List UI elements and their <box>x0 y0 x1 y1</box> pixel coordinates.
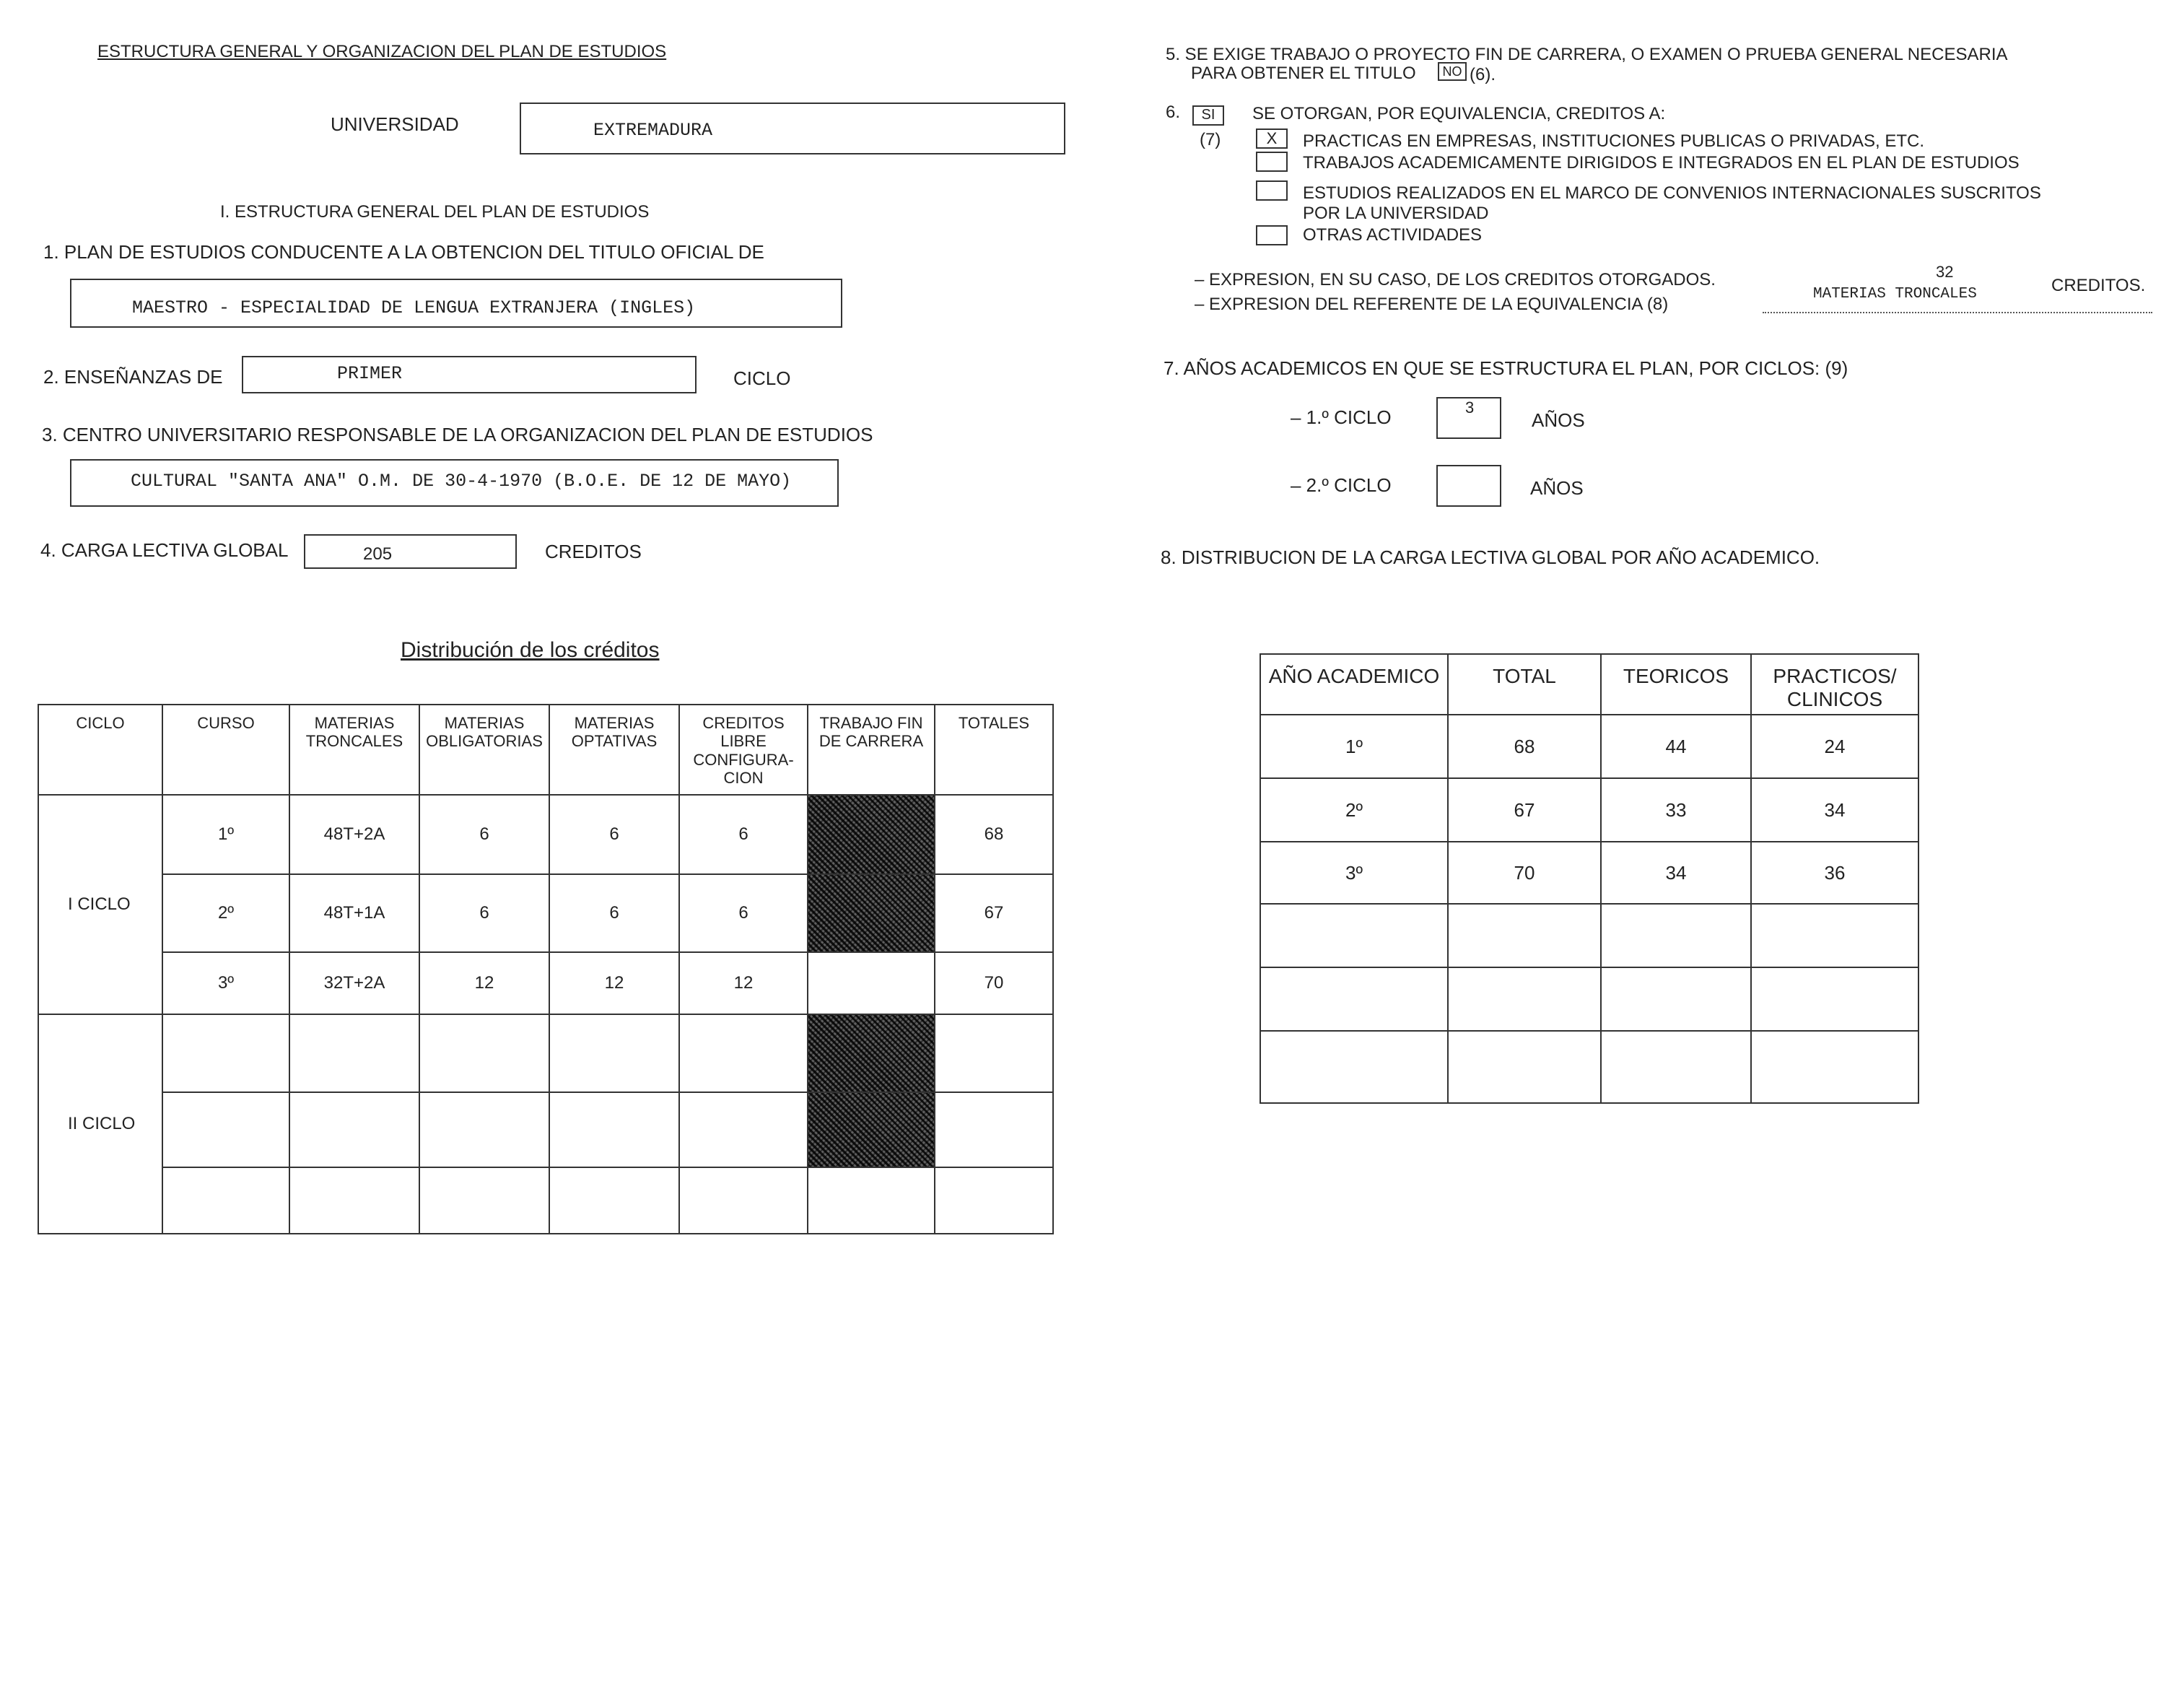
cell-teoricos <box>1601 1031 1751 1103</box>
table-row <box>1260 904 1918 967</box>
cell-total <box>1448 1031 1601 1103</box>
cell-optativas <box>549 1167 679 1234</box>
cell-trabajo-hatched <box>808 1092 935 1167</box>
q7-ciclo1-unit: AÑOS <box>1532 409 1585 431</box>
header-libre: CREDITOS LIBRE CONFIGURA-CION <box>679 705 808 795</box>
table-row <box>38 1014 1053 1092</box>
cell-practicos <box>1751 904 1918 967</box>
centro-value: CULTURAL "SANTA ANA" O.M. DE 30-4-1970 (B.O.E. DE 12 DE MAYO) <box>131 471 792 492</box>
table-row <box>1260 778 1918 842</box>
cell-obligatorias <box>419 1014 549 1092</box>
university-value: EXTREMADURA <box>593 120 713 141</box>
cell-practicos: 34 <box>1751 778 1918 842</box>
q2-label: 2. ENSEÑANZAS DE <box>43 366 223 388</box>
q8-label: 8. DISTRIBUCION DE LA CARGA LECTIVA GLOBAL POR AÑO ACADEMICO. <box>1161 546 1820 568</box>
q7-ciclo2-unit: AÑOS <box>1530 477 1584 499</box>
cell-troncales <box>289 1092 419 1167</box>
checkbox-estudios[interactable] <box>1256 180 1288 201</box>
q7-ciclo1-field[interactable] <box>1436 397 1501 439</box>
q1-label: 1. PLAN DE ESTUDIOS CONDUCENTE A LA OBTENCION DEL TITULO OFICIAL DE <box>43 241 764 263</box>
cell-curso: 2º <box>162 874 289 952</box>
cell-obligatorias: 6 <box>419 795 549 874</box>
table-row <box>38 1167 1053 1234</box>
q7-ciclo2-field[interactable] <box>1436 465 1501 507</box>
cell-total: 68 <box>1448 715 1601 778</box>
cell-teoricos: 33 <box>1601 778 1751 842</box>
cell-curso: 3º <box>162 952 289 1014</box>
q7-label: 7. AÑOS ACADEMICOS EN QUE SE ESTRUCTURA EL PLAN, POR CICLOS: (9) <box>1164 357 1848 379</box>
option-estudios: ESTUDIOS REALIZADOS EN EL MARCO DE CONVENIOS INTERNACIONALES SUSCRITOS <box>1303 183 2041 203</box>
table-row <box>1260 842 1918 904</box>
header-trabajo: TRABAJO FIN DE CARRERA <box>808 705 935 795</box>
cell-totales <box>935 1014 1053 1092</box>
checkbox-practicas[interactable]: X <box>1256 128 1288 149</box>
q7-ciclo1-value: 3 <box>1465 398 1475 417</box>
cell-totales: 70 <box>935 952 1053 1014</box>
q3-label: 3. CENTRO UNIVERSITARIO RESPONSABLE DE LA ORGANIZACION DEL PLAN DE ESTUDIOS <box>42 424 873 445</box>
option-estudios-line2: POR LA UNIVERSIDAD <box>1303 204 1489 223</box>
cell-optativas: 6 <box>549 795 679 874</box>
cell-teoricos <box>1601 967 1751 1031</box>
q6-answer-box[interactable]: SI <box>1192 105 1224 126</box>
cell-curso <box>162 1092 289 1167</box>
cell-teoricos <box>1601 904 1751 967</box>
cell-libre: 6 <box>679 795 808 874</box>
distribution-title: Distribución de los créditos <box>401 638 660 662</box>
table-header-row <box>38 705 1053 795</box>
cell-teoricos: 34 <box>1601 842 1751 904</box>
header-ano: AÑO ACADEMICO <box>1260 654 1448 715</box>
cell-practicos: 24 <box>1751 715 1918 778</box>
university-label: UNIVERSIDAD <box>331 113 459 135</box>
cell-year: 3º <box>1260 842 1448 904</box>
expr1-suffix: CREDITOS. <box>2051 276 2146 295</box>
header-optativas: MATERIAS OPTATIVAS <box>549 705 679 795</box>
cell-practicos: 36 <box>1751 842 1918 904</box>
header-curso: CURSO <box>162 705 289 795</box>
ciclo-1-label: I CICLO <box>38 795 162 1014</box>
expr2-label: – EXPRESION DEL REFERENTE DE LA EQUIVALENCIA (8) <box>1195 295 1669 314</box>
cell-troncales: 48T+2A <box>289 795 419 874</box>
option-otras: OTRAS ACTIVIDADES <box>1303 225 1483 245</box>
q4-label: 4. CARGA LECTIVA GLOBAL <box>40 539 289 561</box>
cell-totales <box>935 1092 1053 1167</box>
expr1-value-top: 32 <box>1936 263 1954 281</box>
cell-libre <box>679 1092 808 1167</box>
credits-distribution-table <box>38 704 1054 1234</box>
cell-year: 1º <box>1260 715 1448 778</box>
header-ciclo: CICLO <box>38 705 162 795</box>
page-header: ESTRUCTURA GENERAL Y ORGANIZACION DEL PLAN DE ESTUDIOS <box>97 42 667 61</box>
cell-totales: 67 <box>935 874 1053 952</box>
cell-optativas <box>549 1014 679 1092</box>
creditos-suffix: CREDITOS <box>545 541 642 562</box>
cell-libre <box>679 1014 808 1092</box>
cell-year <box>1260 967 1448 1031</box>
checkbox-trabajos[interactable] <box>1256 152 1288 172</box>
cell-libre <box>679 1167 808 1234</box>
cell-obligatorias: 12 <box>419 952 549 1014</box>
cell-trabajo-hatched <box>808 1014 935 1092</box>
header-troncales: MATERIAS TRONCALES <box>289 705 419 795</box>
header-practicos: PRACTICOS/ CLINICOS <box>1751 654 1918 715</box>
cell-year: 2º <box>1260 778 1448 842</box>
q7-ciclo2-label: – 2.º CICLO <box>1291 474 1392 496</box>
cell-optativas: 12 <box>549 952 679 1014</box>
university-field[interactable] <box>520 103 1065 154</box>
section-title: I. ESTRUCTURA GENERAL DEL PLAN DE ESTUDIOS <box>220 202 650 222</box>
header-totales: TOTALES <box>935 705 1053 795</box>
q6-note: (7) <box>1200 130 1221 149</box>
cell-practicos <box>1751 1031 1918 1103</box>
q5-line2: PARA OBTENER EL TITULO <box>1191 64 1416 83</box>
cell-totales <box>935 1167 1053 1234</box>
q6-num: 6. <box>1166 103 1181 122</box>
cell-libre: 6 <box>679 874 808 952</box>
cell-total <box>1448 967 1601 1031</box>
ensenanzas-field[interactable] <box>242 356 697 393</box>
option-practicas: PRACTICAS EN EMPRESAS, INSTITUCIONES PUBLICAS O PRIVADAS, ETC. <box>1303 131 1925 151</box>
q7-ciclo1-label: – 1.º CICLO <box>1291 406 1392 428</box>
carga-field[interactable] <box>304 534 517 569</box>
header-teoricos: TEORICOS <box>1601 654 1751 715</box>
cell-trabajo <box>808 952 935 1014</box>
table-row <box>38 1092 1053 1167</box>
header-total: TOTAL <box>1448 654 1601 715</box>
q6-label: SE OTORGAN, POR EQUIVALENCIA, CREDITOS A: <box>1252 104 1666 123</box>
cell-trabajo <box>808 1167 935 1234</box>
cell-troncales <box>289 1014 419 1092</box>
header-obligatorias: MATERIAS OBLIGATORIAS <box>419 705 549 795</box>
cell-total <box>1448 904 1601 967</box>
cell-trabajo-hatched <box>808 795 935 874</box>
table-row <box>1260 967 1918 1031</box>
cell-troncales: 48T+1A <box>289 874 419 952</box>
table-row <box>38 952 1053 1014</box>
table-row <box>38 874 1053 952</box>
checkbox-otras[interactable] <box>1256 225 1288 245</box>
cell-year <box>1260 1031 1448 1103</box>
centro-field[interactable] <box>70 459 839 507</box>
cell-troncales <box>289 1167 419 1234</box>
q5-note: (6). <box>1470 65 1496 84</box>
ensenanzas-value: PRIMER <box>337 363 403 384</box>
cell-optativas <box>549 1092 679 1167</box>
titulo-field[interactable] <box>70 279 842 328</box>
expr1-value: MATERIAS TRONCALES <box>1813 286 1977 302</box>
cell-totales: 68 <box>935 795 1053 874</box>
table-row <box>1260 715 1918 778</box>
q5-answer-box[interactable]: NO <box>1438 62 1467 81</box>
expr1-label: – EXPRESION, EN SU CASO, DE LOS CREDITOS OTORGADOS. <box>1195 270 1716 289</box>
ciclo-2-label: II CICLO <box>38 1014 162 1234</box>
titulo-value: MAESTRO - ESPECIALIDAD DE LENGUA EXTRANJERA (INGLES) <box>132 297 696 318</box>
cell-trabajo-hatched <box>808 874 935 952</box>
table-header-row <box>1260 654 1918 715</box>
cell-total: 67 <box>1448 778 1601 842</box>
cell-teoricos: 44 <box>1601 715 1751 778</box>
cell-year <box>1260 904 1448 967</box>
cell-curso <box>162 1014 289 1092</box>
cell-obligatorias: 6 <box>419 874 549 952</box>
expr2-dotted-line <box>1763 312 2152 313</box>
cell-obligatorias <box>419 1167 549 1234</box>
option-trabajos: TRABAJOS ACADEMICAMENTE DIRIGIDOS E INTEGRADOS EN EL PLAN DE ESTUDIOS <box>1303 153 2020 173</box>
cell-libre: 12 <box>679 952 808 1014</box>
cell-curso <box>162 1167 289 1234</box>
cell-total: 70 <box>1448 842 1601 904</box>
cell-optativas: 6 <box>549 874 679 952</box>
cell-troncales: 32T+2A <box>289 952 419 1014</box>
table-row <box>38 795 1053 874</box>
cell-curso: 1º <box>162 795 289 874</box>
carga-value: 205 <box>363 544 393 564</box>
year-distribution-table <box>1260 653 1919 1104</box>
cell-practicos <box>1751 967 1918 1031</box>
cell-obligatorias <box>419 1092 549 1167</box>
q5-line1: 5. SE EXIGE TRABAJO O PROYECTO FIN DE CARRERA, O EXAMEN O PRUEBA GENERAL NECESARIA <box>1166 45 2008 64</box>
table-row <box>1260 1031 1918 1103</box>
ciclo-suffix: CICLO <box>733 367 791 389</box>
